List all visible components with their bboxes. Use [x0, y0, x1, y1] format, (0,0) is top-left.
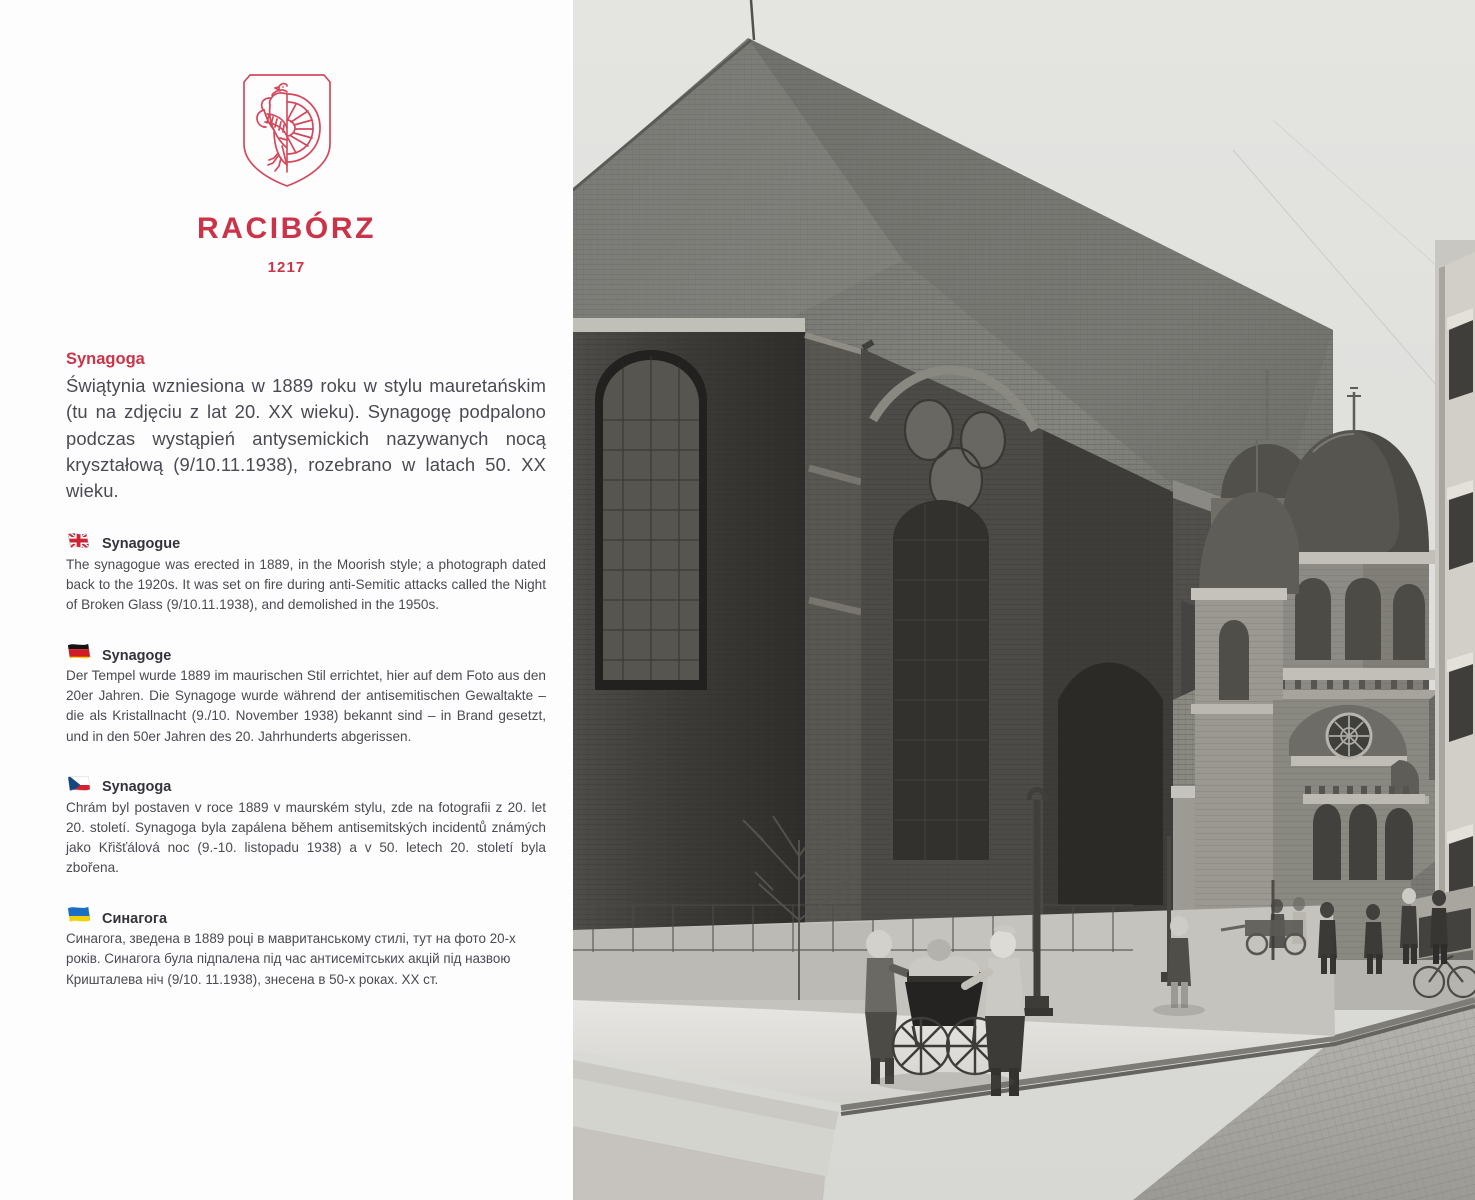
- german-body: Der Tempel wurde 1889 im maurischen Stil errichtet, hier auf dem Foto aus den 20er Jahren. Die Synagoge wurde während der antisemitischen Gewaltakte – die als Kristallnacht (9./10. November 1938) bekannt sind – in Brand gesetzt, und in den 50er Jahren des 20. Jahrhunderts abgerissen.: [66, 668, 546, 744]
- polish-title: Synagoga: [66, 350, 145, 368]
- ukrainian-body: Синагога, зведена в 1889 році в мавританському стилі, тут на фото 20-х років. Синагога була підпалена під час антисемітських акцій під назвою Кришталева ніч (9/10. 11.1938), знесена в 50-х роках. XX ст.: [66, 931, 516, 987]
- info-panel: [0, 0, 573, 1200]
- english-heading: [66, 530, 546, 554]
- photograph-canvas: [573, 0, 1475, 1200]
- historic-photograph: [573, 0, 1475, 1200]
- section-german: [66, 641, 546, 746]
- czech-title: Synagoga: [102, 779, 172, 796]
- polish-body: Świątynia wzniesiona w 1889 roku w stylu mauretańskim (tu na zdjęciu z lat 20. XX wieku). Synagogę podpalono podczas wystąpień antysemickich nazywanych nocą kryształową (9/10.11.1938), rozebrano w latach 50. XX wieku.: [66, 375, 546, 501]
- ukrainian-heading: [66, 904, 546, 928]
- section-polish: [66, 348, 546, 504]
- brand-name: RACIBÓRZ: [196, 212, 377, 245]
- flag-united-kingdom-icon: [66, 530, 95, 554]
- section-english: [66, 530, 546, 615]
- text-content: [66, 348, 546, 990]
- english-title: Synagogue: [102, 536, 181, 553]
- czech-body: Chrám byl postaven v roce 1889 v maurském stylu, zde na fotografii z 20. let 20. století. Synagoga byla zapálena během antisemitských incidentů známých jako Křišťálová noc (9.-10. listopadu 1938) a v 50. letech 20. století byla zbořena.: [66, 799, 546, 875]
- german-title: Synagoge: [102, 647, 172, 664]
- german-heading: [66, 641, 546, 665]
- czech-heading: [66, 773, 546, 797]
- section-czech: [66, 773, 546, 878]
- ukrainian-title: Синагога: [102, 910, 168, 927]
- brand-year: 1217: [267, 259, 306, 276]
- english-body: The synagogue was erected in 1889, in the Moorish style; a photograph dated back to the 1920s. It was set on fire during anti-Semitic attacks called the Night of Broken Glass (9/10.11.1938), and demolished in the 1950s.: [66, 556, 546, 613]
- flag-czech-republic-icon: [66, 773, 95, 797]
- flag-germany-icon: [66, 641, 95, 665]
- brand-block: [0, 68, 573, 275]
- flag-ukraine-icon: [66, 904, 95, 928]
- section-ukrainian: [66, 904, 546, 990]
- raciborz-coat-of-arms-icon: [236, 68, 338, 192]
